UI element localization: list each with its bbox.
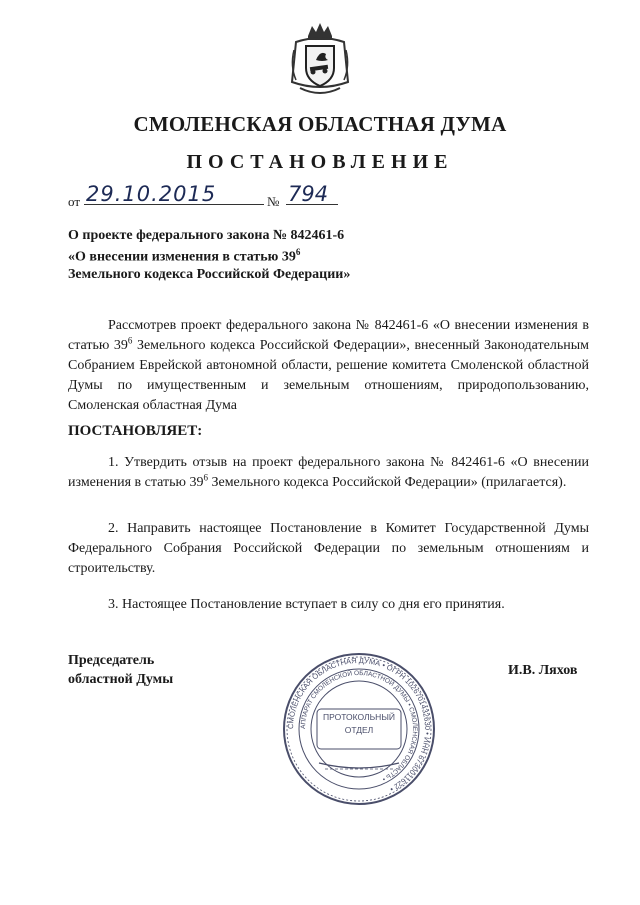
- resolves-heading: ПОСТАНОВЛЯЕТ:: [68, 423, 203, 439]
- document-subject: [68, 227, 468, 283]
- stamp-department-label: ПРОТОКОЛЬНЫЙ ОТДЕЛ: [323, 712, 395, 735]
- number-label: №: [267, 194, 280, 209]
- organization-title: СМОЛЕНСКАЯ ОБЛАСТНАЯ ДУМА: [133, 112, 507, 136]
- subject-line-1: О проекте федерального закона № 842461-6: [68, 228, 345, 243]
- smolensk-coat-of-arms-icon: [286, 20, 354, 100]
- stamp-outer-ring-text: СМОЛЕНСКАЯ ОБЛАСТНАЯ ДУМА • ОГРН 1026701432630 • ИНН 6730011622 •: [285, 655, 433, 794]
- date-number-line: [68, 182, 329, 210]
- handwritten-date: 29.10.2015: [84, 182, 264, 205]
- signer-title: Председатель областной Думы: [68, 653, 174, 687]
- subject-line-3: Земельного кодекса Российской Федерации»: [68, 266, 351, 282]
- date-prefix: от: [68, 194, 81, 209]
- resolution-item-2: 2. Направить настоящее Постановление в Комитет Государственной Думы Федерального Собрания Российской Федерации по земельным отношениям и строительству.: [68, 521, 589, 576]
- resolution-item-3: 3. Настоящее Постановление вступает в силу со дня его принятия.: [108, 597, 505, 612]
- stamp-inner-ring-text: АППАРАТ СМОЛЕНСКОЙ ОБЛАСТНОЙ ДУМЫ • СМОЛЕНСКАЯ ОБЛАСТЬ •: [299, 669, 419, 783]
- preamble-paragraph: Рассмотрев проект федерального закона № 842461-6 «О внесении изменения в статью $39^6$ Земельного кодекса Российской Федерации», внесенный Законодательным Собранием Еврейской автономной области, решение комитета Смоленской областной Думы по имущественным и земельным отношениям, природопользованию, Смоленская областная Дума: [68, 318, 589, 413]
- document-type-heading: ПОСТАНОВЛЕНИЕ: [186, 151, 454, 173]
- resolution-item-1: 1. Утвердить отзыв на проект федерального закона № 842461-6 «О внесении изменения в статью $39^6$ Земельного кодекса Российской Федерации» (прилагается).: [68, 455, 589, 490]
- signer-name: И.В. Ляхов: [508, 663, 578, 678]
- subject-line-2: «О внесении изменения в статью $39^6$: [68, 247, 301, 265]
- handwritten-number: 794: [286, 182, 338, 205]
